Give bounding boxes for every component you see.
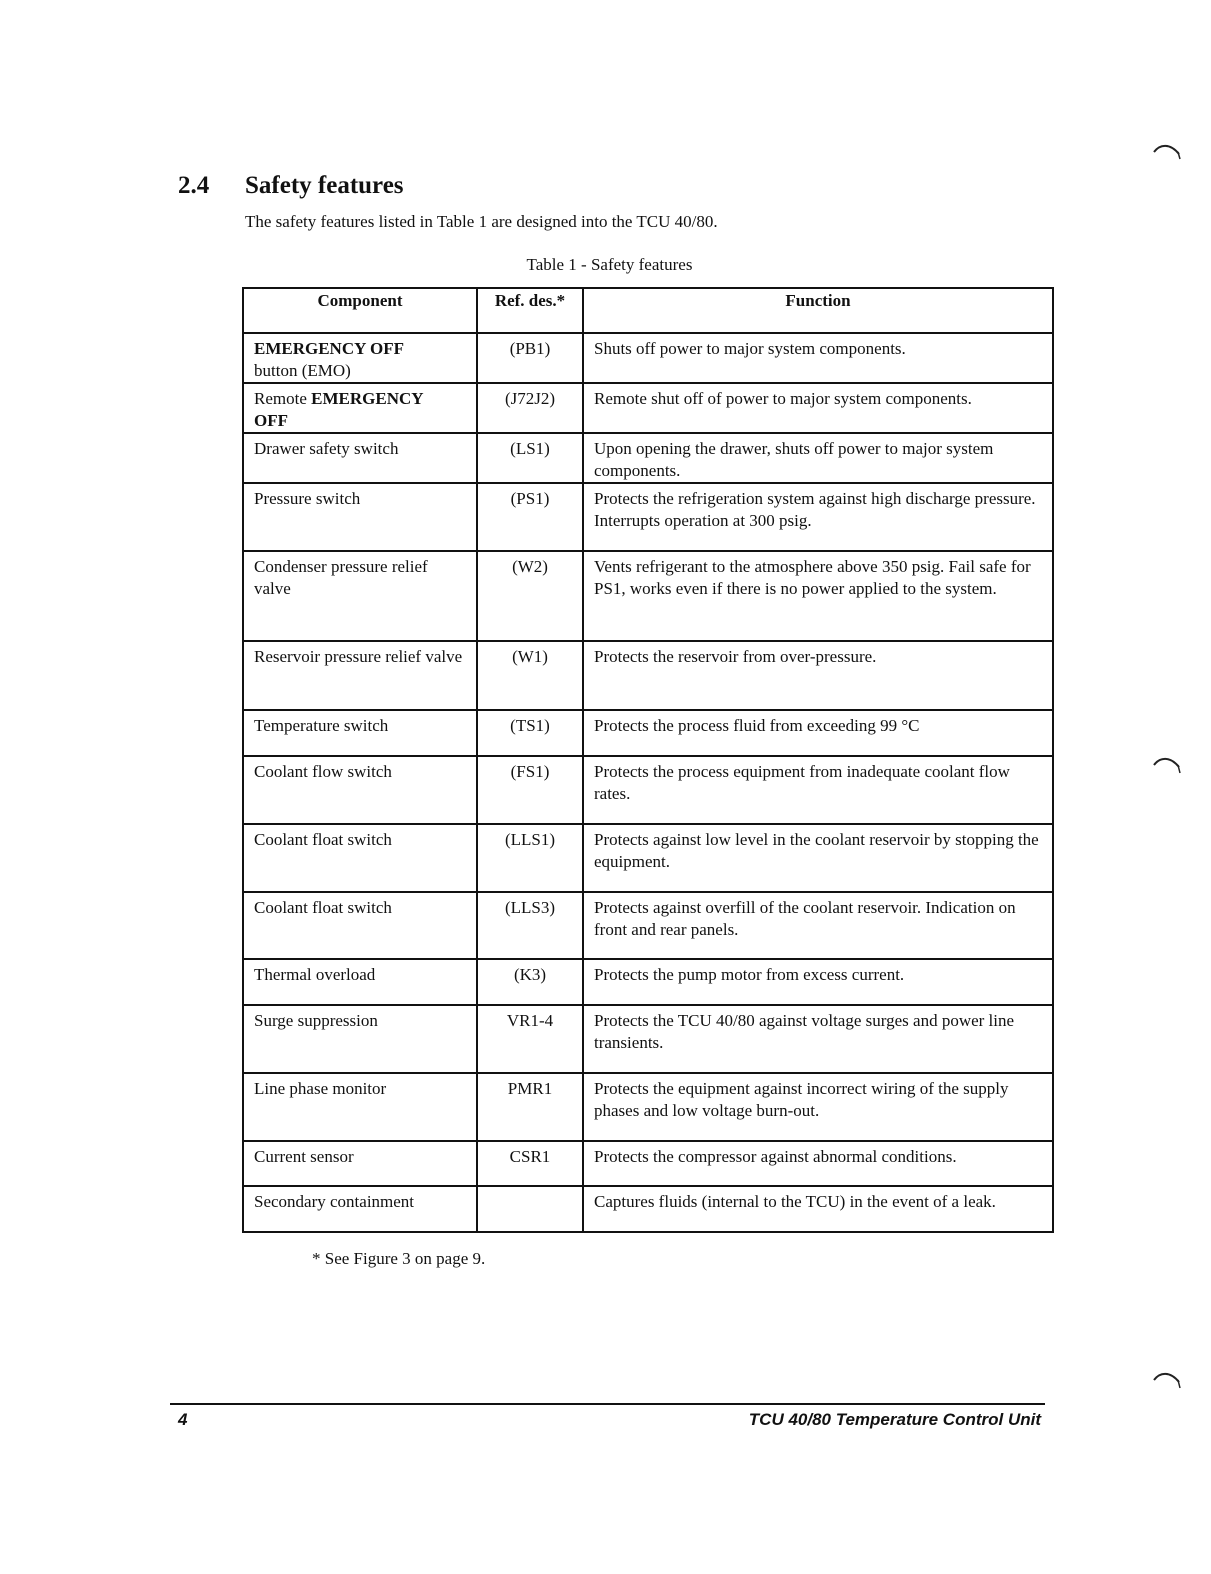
table-header-row	[243, 288, 1053, 333]
row-function: Captures fluids (internal to the TCU) in the event of a leak.	[583, 1186, 1053, 1232]
row-function: Protects the reservoir from over-pressure.	[583, 641, 1053, 710]
row-function: Protects the process equipment from inadequate coolant flow rates.	[583, 756, 1053, 824]
row-component: EMERGENCY OFF button (EMO)	[243, 333, 477, 383]
row-ref: (TS1)	[477, 710, 583, 756]
row-component: Coolant float switch	[243, 824, 477, 892]
row-ref: (PS1)	[477, 483, 583, 551]
footer-document-title: TCU 40/80 Temperature Control Unit	[748, 1410, 1041, 1429]
row-component: Surge suppression	[243, 1005, 477, 1073]
table-row	[243, 1141, 1053, 1186]
row-ref: (LLS3)	[477, 892, 583, 959]
row-function: Shuts off power to major system components.	[583, 333, 1053, 383]
row-function: Protects the pump motor from excess current.	[583, 959, 1053, 1005]
table-row	[243, 1073, 1053, 1141]
row-function: Upon opening the drawer, shuts off power to major system components.	[583, 433, 1053, 483]
binder-hole-mark-icon	[1152, 142, 1182, 162]
row-function: Protects the process fluid from exceeding 99 °C	[583, 710, 1053, 756]
row-component: Condenser pressure relief valve	[243, 551, 477, 641]
header-function: Function	[583, 288, 1053, 333]
row-function: Vents refrigerant to the atmosphere above 350 psig. Fail safe for PS1, works even if there is no power applied to the system.	[583, 551, 1053, 641]
row-function: Protects against overfill of the coolant reservoir. Indication on front and rear panels.	[583, 892, 1053, 959]
table-row	[243, 1186, 1053, 1232]
binder-hole-mark-icon	[1152, 1370, 1182, 1390]
row-function: Remote shut off of power to major system components.	[583, 383, 1053, 433]
row-component: Line phase monitor	[243, 1073, 477, 1141]
row-ref: CSR1	[477, 1141, 583, 1186]
row-component: Reservoir pressure relief valve	[243, 641, 477, 710]
table-row	[243, 333, 1053, 383]
row-ref: (W2)	[477, 551, 583, 641]
table-row	[243, 710, 1053, 756]
page-number: 4	[178, 1410, 188, 1429]
table-row	[243, 383, 1053, 433]
header-component: Component	[243, 288, 477, 333]
section-title: Safety features	[245, 172, 404, 199]
table-row	[243, 433, 1053, 483]
table-row	[243, 1005, 1053, 1073]
row-ref: (W1)	[477, 641, 583, 710]
row-ref: VR1-4	[477, 1005, 583, 1073]
row-ref: (PB1)	[477, 333, 583, 383]
table-row	[243, 641, 1053, 710]
table-row	[243, 892, 1053, 959]
safety-features-table	[242, 287, 1054, 1233]
row-ref: PMR1	[477, 1073, 583, 1141]
footer-rule	[170, 1403, 1045, 1405]
binder-hole-mark-icon	[1152, 755, 1182, 775]
table-row	[243, 959, 1053, 1005]
table-row	[243, 756, 1053, 824]
row-ref: (FS1)	[477, 756, 583, 824]
row-component: Pressure switch	[243, 483, 477, 551]
intro-paragraph: The safety features listed in Table 1 are designed into the TCU 40/80.	[245, 212, 718, 231]
row-function: Protects the TCU 40/80 against voltage surges and power line transients.	[583, 1005, 1053, 1073]
table-row	[243, 551, 1053, 641]
table-row	[243, 483, 1053, 551]
row-function: Protects against low level in the coolant reservoir by stopping the equipment.	[583, 824, 1053, 892]
row-component: Coolant float switch	[243, 892, 477, 959]
row-ref: (J72J2)	[477, 383, 583, 433]
row-ref: (LS1)	[477, 433, 583, 483]
table-caption: Table 1 - Safety features	[526, 255, 693, 274]
row-component: Temperature switch	[243, 710, 477, 756]
header-ref: Ref. des.*	[477, 288, 583, 333]
row-function: Protects the compressor against abnormal conditions.	[583, 1141, 1053, 1186]
table-footnote: * See Figure 3 on page 9.	[312, 1249, 486, 1268]
row-ref	[477, 1186, 583, 1232]
section-number: 2.4	[178, 172, 210, 199]
table-row	[243, 824, 1053, 892]
row-component: Current sensor	[243, 1141, 477, 1186]
row-component: Secondary containment	[243, 1186, 477, 1232]
row-component: Coolant flow switch	[243, 756, 477, 824]
row-function: Protects the refrigeration system against high discharge pressure. Interrupts operation at 300 psig.	[583, 483, 1053, 551]
row-component: Drawer safety switch	[243, 433, 477, 483]
row-component: Thermal overload	[243, 959, 477, 1005]
row-ref: (LLS1)	[477, 824, 583, 892]
row-component: Remote EMERGENCY OFF	[243, 383, 477, 433]
row-ref: (K3)	[477, 959, 583, 1005]
row-function: Protects the equipment against incorrect wiring of the supply phases and low voltage burn-out.	[583, 1073, 1053, 1141]
